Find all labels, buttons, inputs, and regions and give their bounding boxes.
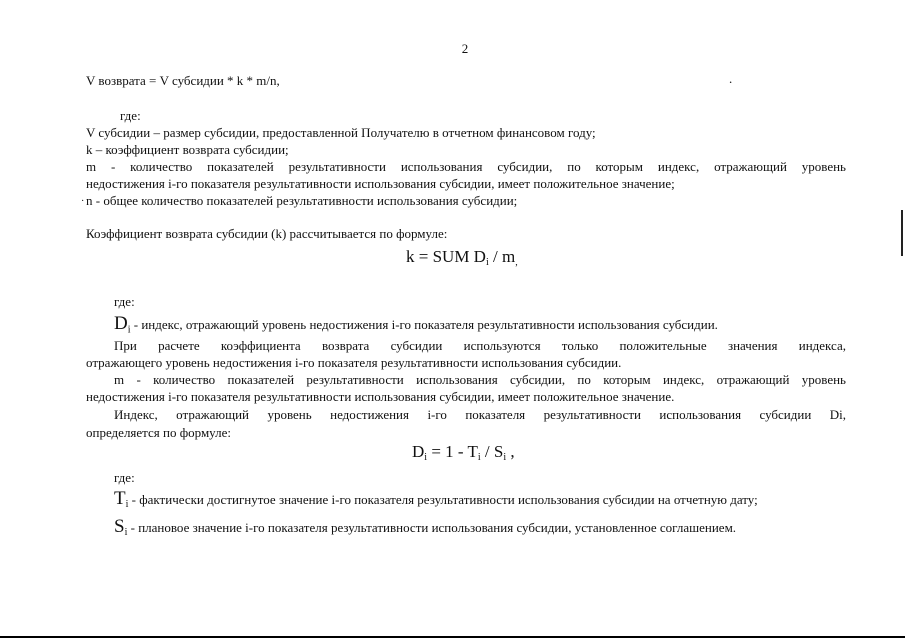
d-formula-s-sub: i [503, 452, 507, 463]
ti-sub: i [125, 499, 129, 510]
d-formula-eq: = 1 - T [427, 442, 478, 461]
d-formula-d-sub: i [424, 452, 428, 463]
def-m-line1: m - количество показателей результативности использования субсидии, по которым индекс, отражающий уровень [86, 159, 846, 174]
page-number: 2 [461, 41, 469, 56]
para1-line2: отражающего уровень недостижения i-го показателя результативности использования субсидии. [86, 355, 622, 370]
scan-bottom-border [0, 636, 905, 638]
d-formula-div: / S [480, 442, 504, 461]
d-formula [412, 443, 515, 466]
def-m-line2: недостижения i-го показателя результативности использования субсидии, имеет положительное значение; [86, 176, 675, 191]
k-intro: Коэффициент возврата субсидии (k) рассчитывается по формуле: [86, 226, 448, 241]
para1-line1: При расчете коэффициента возврата субсидии используются только положительные значения индекса, [114, 338, 846, 353]
def-di [114, 315, 718, 339]
para2-line1: m - количество показателей результативности использования субсидии, по которым индекс, отражающий уровень [114, 372, 846, 387]
si-sub: i [124, 527, 128, 538]
def-k: k – коэффициент возврата субсидии; [86, 142, 289, 157]
margin-tick: · [81, 196, 85, 207]
def-ti [114, 490, 758, 513]
para3-line1: Индекс, отражающий уровень недостижения i-го показателя результативности использования субсидии Di, [114, 407, 846, 422]
def-v: V субсидии – размер субсидии, предоставленной Получателю в отчетном финансовом году; [86, 125, 596, 140]
para3-line2: определяется по формуле: [86, 425, 231, 440]
k-formula [406, 248, 518, 271]
ti-text: - фактически достигнутое значение i-го показателя результативности использования субсидии на отчетную дату; [128, 492, 758, 507]
k-formula-lhs: k = SUM D [406, 247, 486, 266]
si-text: - плановое значение i-го показателя результативности использования субсидии, установленное соглашением. [127, 520, 737, 535]
di-symbol: D [114, 313, 128, 334]
d-formula-t-sub: i [477, 452, 481, 463]
di-sub: i [127, 324, 131, 336]
def-n: n - общее количество показателей результативности использования субсидии; [86, 193, 518, 208]
di-text: - индекс, отражающий уровень недостижения i-го показателя результативности использования субсидии. [130, 317, 718, 332]
def-si [114, 518, 736, 541]
scan-dot: . [729, 71, 733, 86]
scan-edge-mark [901, 210, 903, 256]
where-label-3: где: [114, 470, 135, 485]
k-formula-sub: i [485, 257, 489, 268]
ti-symbol: T [114, 488, 126, 509]
k-formula-tail: , [515, 257, 518, 268]
return-formula: V возврата = V субсидии * k * m/n, [86, 73, 280, 88]
para2-line2: недостижения i-го показателя результативности использования субсидии, имеет положительное значение. [86, 389, 675, 404]
k-formula-rhs: / m [488, 247, 516, 266]
d-formula-tail: , [506, 442, 515, 461]
where-label-2: где: [114, 294, 135, 309]
where-label-1: где: [120, 108, 141, 123]
d-formula-d: D [412, 442, 425, 461]
si-symbol: S [114, 516, 125, 537]
